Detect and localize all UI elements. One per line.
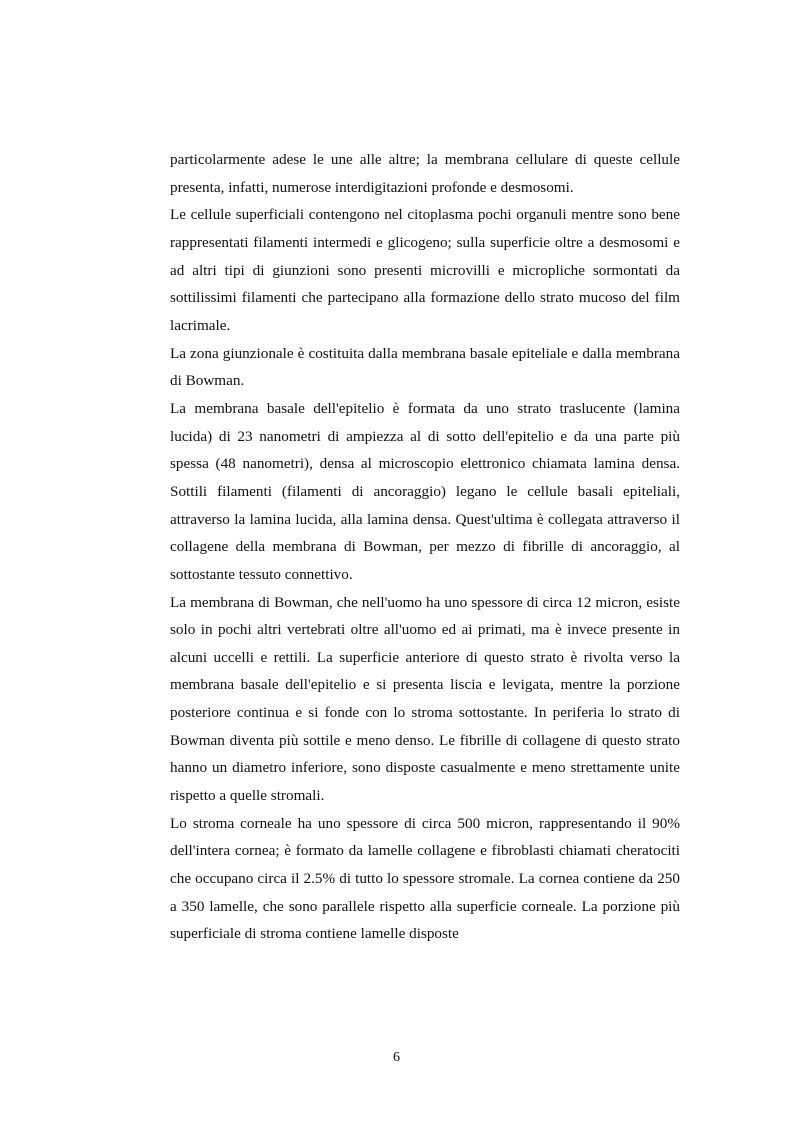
paragraph-junctional-zone: La zona giunzionale è costituita dalla membrana basale epiteliale e dalla membrana di Bowman. bbox=[170, 344, 680, 390]
paragraph-basal-membrane: La membrana basale dell'epitelio è formata da uno strato traslucente (lamina lucida) di 23 nanometri di ampiezza al di sotto dell'epitelio e da una parte più spessa (48 nanometri), densa al microscopio elettronico chiamata lamina densa. Sottili filamenti (filamenti di ancoraggio) legano le cellule basali epiteliali, attraverso la lamina lucida, alla lamina densa. Quest'ultima è collegata attraverso il collagene della membrana di Bowman, per mezzo di fibrille di ancoraggio, al sottostante tessuto connettivo. bbox=[170, 399, 680, 583]
page-number: 6 bbox=[393, 1050, 400, 1065]
paragraph-bowman-membrane: La membrana di Bowman, che nell'uomo ha uno spessore di circa 12 micron, esiste solo in pochi altri vertebrati oltre all'uomo ed ai primati, ma è invece presente in alcuni uccelli e rettili. La superficie anteriore di questo strato è rivolta verso la membrana basale dell'epitelio e si presenta liscia e levigata, mentre la porzione posteriore continua e si fonde con lo stroma sottostante. In periferia lo strato di Bowman diventa più sottile e meno denso. Le fibrille di collagene di questo strato hanno un diametro inferiore, sono disposte casualmente e meno strettamente unite rispetto a quelle stromali. bbox=[170, 593, 680, 805]
body-text bbox=[170, 146, 680, 948]
paragraph-corneal-stroma: Lo stroma corneale ha uno spessore di circa 500 micron, rappresentando il 90% dell'intera cornea; è formato da lamelle collagene e fibroblasti chiamati cheratociti che occupano circa il 2.5% di tutto lo spessore stromale. La cornea contiene da 250 a 350 lamelle, che sono parallele rispetto alla superficie corneale. La porzione più superficiale di stroma contiene lamelle disposte bbox=[170, 814, 680, 943]
paragraph-superficial-cells: Le cellule superficiali contengono nel citoplasma pochi organuli mentre sono bene rappresentati filamenti intermedi e glicogeno; sulla superficie oltre a desmosomi e ad altri tipi di giunzioni sono presenti microvilli e micropliche sormontati da sottilissimi filamenti che partecipano alla formazione dello strato mucoso del film lacrimale. bbox=[170, 206, 680, 334]
paragraph-epithelial-adhesion: particolarmente adese le une alle altre; la membrana cellulare di queste cellule presenta, infatti, numerose interdigitazioni profonde e desmosomi. bbox=[170, 151, 680, 196]
